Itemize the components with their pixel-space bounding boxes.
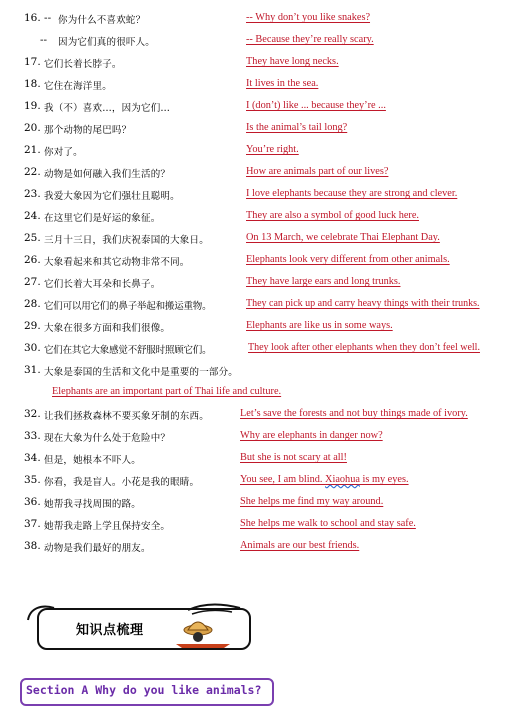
chinese-text: 你为什么不喜欢蛇？ [58,15,146,26]
line-32 [0,406,527,424]
chinese-text: 它住在海洋里。 [44,81,112,92]
line-34 [0,450,527,468]
english-text-part: is my eyes. [359,474,409,485]
line-33 [0,428,527,446]
english-text: -- Why don’t you like snakes? [246,12,371,23]
curl-decoration-icon [24,600,64,624]
english-text: They can pick up and carry heavy things with their trunks. [246,298,480,309]
line-37 [0,516,527,534]
chinese-text: 我爱大象因为它们强壮且聪明。 [44,191,180,202]
chinese-text: 因为它们真的很吓人。 [58,37,156,48]
english-text: Elephants are like us in some ways. [246,320,393,331]
chinese-text: 它们长着长脖子。 [44,59,122,70]
chinese-text: 在这里它们是好运的象征。 [44,213,161,224]
chinese-text: 她帮我寻找周围的路。 [44,499,142,510]
chinese-text: 动物是如何融入我们生活的？ [44,169,171,180]
chinese-text: 现在大象为什么处于危险中？ [44,433,171,444]
line-number: 30. [24,342,41,354]
boat-with-hat-icon [170,600,250,650]
chinese-text: 大象看起来和其它动物非常不同。 [44,257,190,268]
chinese-text: 它们在其它大象感觉不舒服时照顾它们。 [44,345,212,356]
line-20 [0,120,527,138]
line-number: 37. [24,518,41,530]
english-text: On 13 March, we celebrate Thai Elephant Day. [246,232,440,243]
line-number: 16. -- [24,12,52,24]
line-22 [0,164,527,182]
chinese-text: 但是，她根本不吓人。 [44,455,142,466]
english-text: -- Because they’re really scary. [246,34,374,45]
english-text: Animals are our best friends. [240,540,360,551]
line-number: 36. [24,496,41,508]
line-35 [0,472,527,490]
english-text: Is the animal’s tail long? [246,122,348,133]
chinese-text: 它们长着大耳朵和长鼻子。 [44,279,161,290]
line-number: 32. [24,408,41,420]
english-text [240,474,409,485]
chinese-text: 大象在很多方面和我们很像。 [44,323,171,334]
english-text: I love elephants because they are strong and clever. [246,188,458,199]
section-title: Section A Why do you like animals? [26,683,262,697]
line-29 [0,318,527,336]
spellcheck-word: Xiaohua [325,474,360,485]
chinese-text: 它们可以用它们的鼻子举起和搬运重物。 [44,301,212,312]
english-text: Elephants are an important part of Thai life and culture. [52,386,282,397]
english-text: She helps me find my way around. [240,496,384,507]
chinese-text: 她帮我走路上学且保持安全。 [44,521,171,532]
line-31 [0,362,527,380]
line-number: 29. [24,320,41,332]
english-text: How are animals part of our lives? [246,166,389,177]
chinese-text: 你看，我是盲人。小花是我的眼睛。 [44,477,200,488]
chinese-text: 让我们拯救森林不要买象牙制的东西。 [44,411,209,422]
line-36 [0,494,527,512]
chinese-text: 动物是我们最好的朋友。 [44,543,151,554]
line-number: 31. [24,364,41,376]
line-number: 19. [24,100,41,112]
english-text: She helps me walk to school and stay safe. [240,518,416,529]
line-25 [0,230,527,248]
line-number: 23. [24,188,41,200]
chinese-text: 三月十三日，我们庆祝泰国的大象日。 [44,235,209,246]
line-26 [0,252,527,270]
line-27 [0,274,527,292]
english-text: It lives in the sea. [246,78,319,89]
line-number: 22. [24,166,41,178]
line-number: 35. [24,474,41,486]
line-number: 27. [24,276,41,288]
english-text: They are also a symbol of good luck here. [246,210,419,221]
line-number: 20. [24,122,41,134]
english-text: But she is not scary at all! [240,452,347,463]
line-16 [0,10,527,28]
line-28 [0,296,527,314]
line-number: 28. [24,298,41,310]
line-30 [0,340,527,358]
english-text: They have long necks. [246,56,339,67]
chinese-text: 你对了。 [44,147,83,158]
line-38 [0,538,527,556]
english-text: Why are elephants in danger now? [240,430,383,441]
line-18 [0,76,527,94]
line-31-english [0,384,527,402]
line-number: 18. [24,78,41,90]
knowledge-title: 知识点梳理 [76,623,144,638]
line-number: 25. [24,232,41,244]
line-19 [0,98,527,116]
english-text: Elephants look very different from other animals. [246,254,450,265]
english-text: Let’s save the forests and not buy things made of ivory. [240,408,468,419]
chinese-text: 我（不）喜欢…，因为它们… [44,103,171,114]
line-24 [0,208,527,226]
line-number: 17. [24,56,41,68]
line-16b [0,32,527,50]
line-number: -- [40,34,48,46]
line-17 [0,54,527,72]
line-number: 33. [24,430,41,442]
english-text: They have large ears and long trunks. [246,276,401,287]
line-number: 38. [24,540,41,552]
line-number: 34. [24,452,41,464]
english-text: I (don’t) like ... because they’re ... [246,100,386,111]
line-number: 21. [24,144,41,156]
chinese-text: 那个动物的尾巴吗？ [44,125,132,136]
english-text: You’re right. [246,144,299,155]
english-text: They look after other elephants when they don’t feel well. [248,342,480,353]
line-21 [0,142,527,160]
english-text-part: You see, I am blind. [240,474,326,485]
line-number: 26. [24,254,41,266]
line-number: 24. [24,210,41,222]
chinese-text: 大象是泰国的生活和文化中是重要的一部分。 [44,367,239,378]
line-23 [0,186,527,204]
